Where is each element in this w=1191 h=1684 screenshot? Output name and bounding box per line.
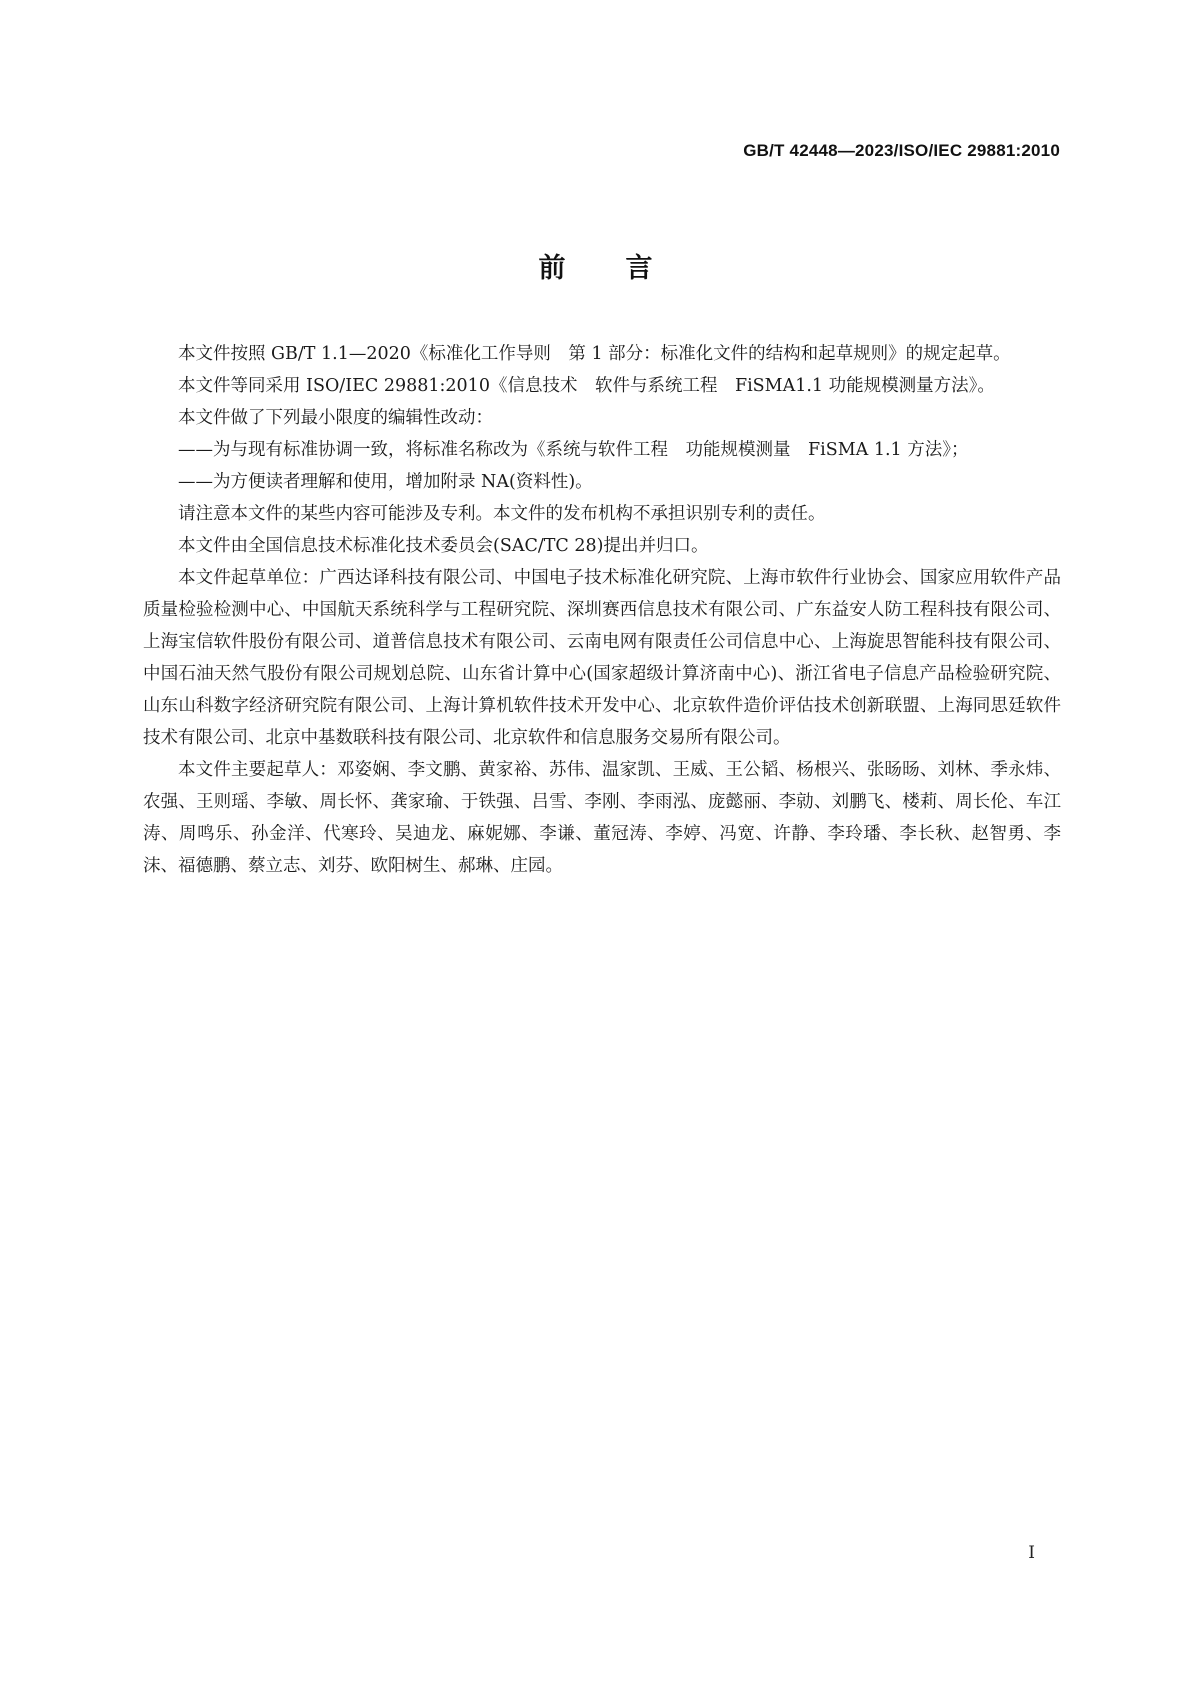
paragraph-editorial-changes-intro: 本文件做了下列最小限度的编辑性改动： [178, 408, 493, 428]
page-number: I [1028, 1543, 1035, 1563]
paragraph-drafters: 本文件主要起草人：邓姿娴、李文鹏、黄家裕、苏伟、温家凯、王威、王公韬、杨根兴、张旸旸、刘林、季永炜、农强、王则瑶、李敏、周长怀、龚家瑜、于铁强、吕雪、李刚、李雨泓、庞懿丽、李勍、刘鹏飞、楼莉、周长伦、车江涛、周鸣乐、孙金洋、代寒玲、吴迪龙、麻妮娜、李谦、董冠涛、李婷、冯宽、许静、李玲璠、李长秋、赵智勇、李沫、福德鹏、蔡立志、刘芬、欧阳树生、郝琳、庄园。 [143, 760, 1061, 876]
paragraph-identical-adoption: 本文件等同采用 ISO/IEC 29881:2010《信息技术 软件与系统工程 FiSMA1.1 功能规模测量方法》。 [178, 376, 995, 396]
paragraph-drafting-organizations: 本文件起草单位：广西达译科技有限公司、中国电子技术标准化研究院、上海市软件行业协会、国家应用软件产品质量检验检测中心、中国航天系统科学与工程研究院、深圳赛西信息技术有限公司、广东益安人防工程科技有限公司、上海宝信软件股份有限公司、道普信息技术有限公司、云南电网有限责任公司信息中心、上海旋思智能科技有限公司、中国石油天然气股份有限公司规划总院、山东省计算中心(国家超级计算济南中心)、浙江省电子信息产品检验研究院、山东山科数字经济研究院有限公司、上海计算机软件技术开发中心、北京软件造价评估技术创新联盟、上海同思廷软件技术有限公司、北京中基数联科技有限公司、北京软件和信息服务交易所有限公司。 [143, 568, 1061, 748]
page-title: 前言 [538, 253, 713, 284]
list-item-annex: ——为方便读者理解和使用，增加附录 NA(资料性)。 [178, 472, 593, 492]
paragraph-proposed-by: 本文件由全国信息技术标准化技术委员会(SAC/TC 28)提出并归口。 [178, 536, 709, 556]
paragraph-drafting-rules: 本文件按照 GB/T 1.1—2020《标准化工作导则 第 1 部分：标准化文件的结构和起草规则》的规定起草。 [178, 344, 1011, 364]
list-item-rename: ——为与现有标准协调一致，将标准名称改为《系统与软件工程 功能规模测量 FiSMA 1.1 方法》； [178, 440, 969, 460]
standard-code-header: GB/T 42448—2023/ISO/IEC 29881:2010 [743, 141, 1060, 160]
foreword-body [143, 338, 1061, 882]
paragraph-patent-notice: 请注意本文件的某些内容可能涉及专利。本文件的发布机构不承担识别专利的责任。 [178, 504, 826, 524]
